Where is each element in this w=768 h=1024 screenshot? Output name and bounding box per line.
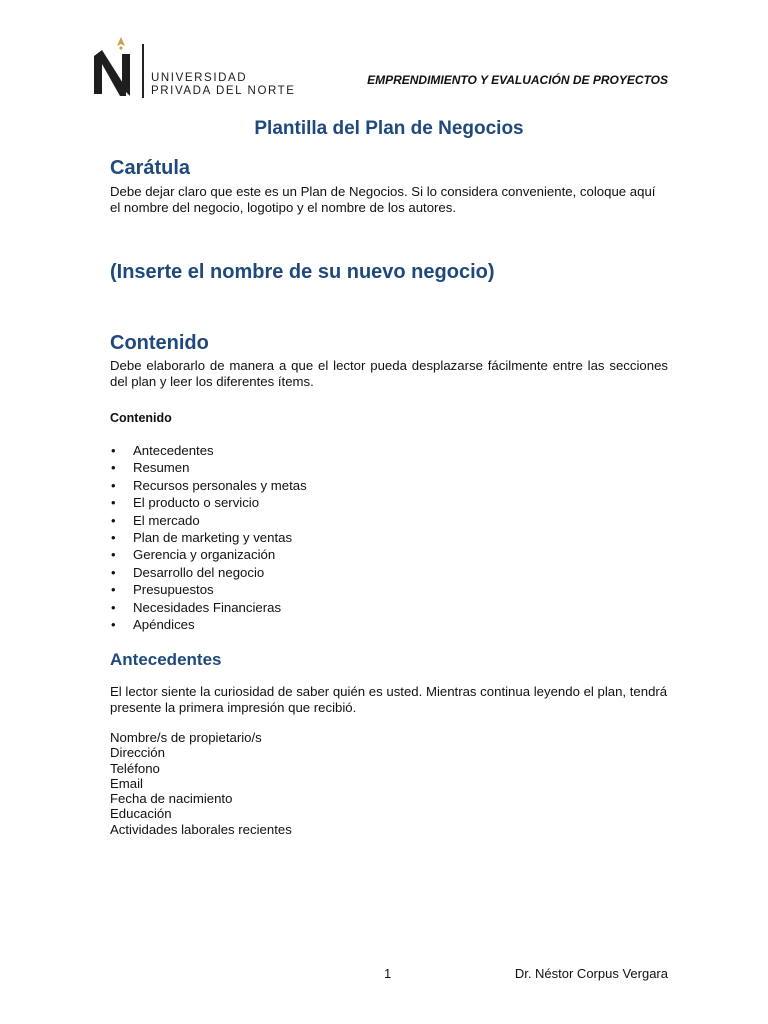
list-item: • Antecedentes (110, 442, 307, 459)
list-item: Actividades laborales recientes (110, 821, 292, 837)
list-item: • Gerencia y organización (110, 546, 307, 563)
page-number: 1 (384, 966, 392, 981)
list-item: Nombre/s de propietario/s (110, 730, 262, 745)
antecedentes-text: El lector siente la curiosidad de saber quién es usted. Mientras continua leyendo el plan, tendrá presente la primera impresión que recibió. (110, 684, 668, 715)
caratula-heading: Carátula (110, 157, 191, 179)
list-item: • Necesidades Financieras (110, 599, 307, 616)
university-logo (92, 34, 136, 98)
contenido-heading: Contenido (110, 332, 209, 354)
author-name: Dr. Néstor Corpus Vergara (514, 966, 668, 981)
list-item: Teléfono (110, 760, 160, 776)
list-item: • El mercado (110, 512, 307, 529)
list-item: • Apéndices (110, 616, 307, 633)
list-item: Dirección (110, 745, 165, 761)
logo-divider (142, 44, 144, 98)
logo-line-2: PRIVADA DEL NORTE (151, 85, 296, 97)
antecedentes-fields (110, 730, 292, 837)
list-item: Fecha de nacimiento (110, 791, 233, 807)
logo-text (151, 72, 296, 98)
contents-list (110, 442, 307, 633)
list-item: • Desarrollo del negocio (110, 564, 307, 581)
list-item: • Resumen (110, 459, 307, 476)
contenido-text: Debe elaborarlo de manera a que el lector pueda desplazarse fácilmente entre las secciones del plan y leer los diferentes ítems. (110, 358, 668, 389)
list-item: Email (110, 775, 143, 791)
course-title: EMPRENDIMIENTO Y EVALUACIÓN DE PROYECTOS (367, 73, 668, 87)
logo-line-1: UNIVERSIDAD (151, 72, 248, 84)
list-item: Educación (110, 806, 172, 822)
contenido-subheading: Contenido (110, 411, 172, 425)
business-name-placeholder: (Inserte el nombre de su nuevo negocio) (110, 261, 495, 283)
list-item: • Recursos personales y metas (110, 477, 307, 494)
antecedentes-heading: Antecedentes (110, 650, 222, 669)
caratula-text: Debe dejar claro que este es un Plan de Negocios. Si lo considera conveniente, coloque aquí el nombre del negocio, logotipo y el nombre de los autores. (110, 184, 656, 215)
list-item: • Plan de marketing y ventas (110, 529, 307, 546)
list-item: • El producto o servicio (110, 494, 307, 511)
logo-n-icon (92, 34, 136, 98)
document-title: Plantilla del Plan de Negocios (254, 118, 524, 139)
list-item: • Presupuestos (110, 581, 307, 598)
